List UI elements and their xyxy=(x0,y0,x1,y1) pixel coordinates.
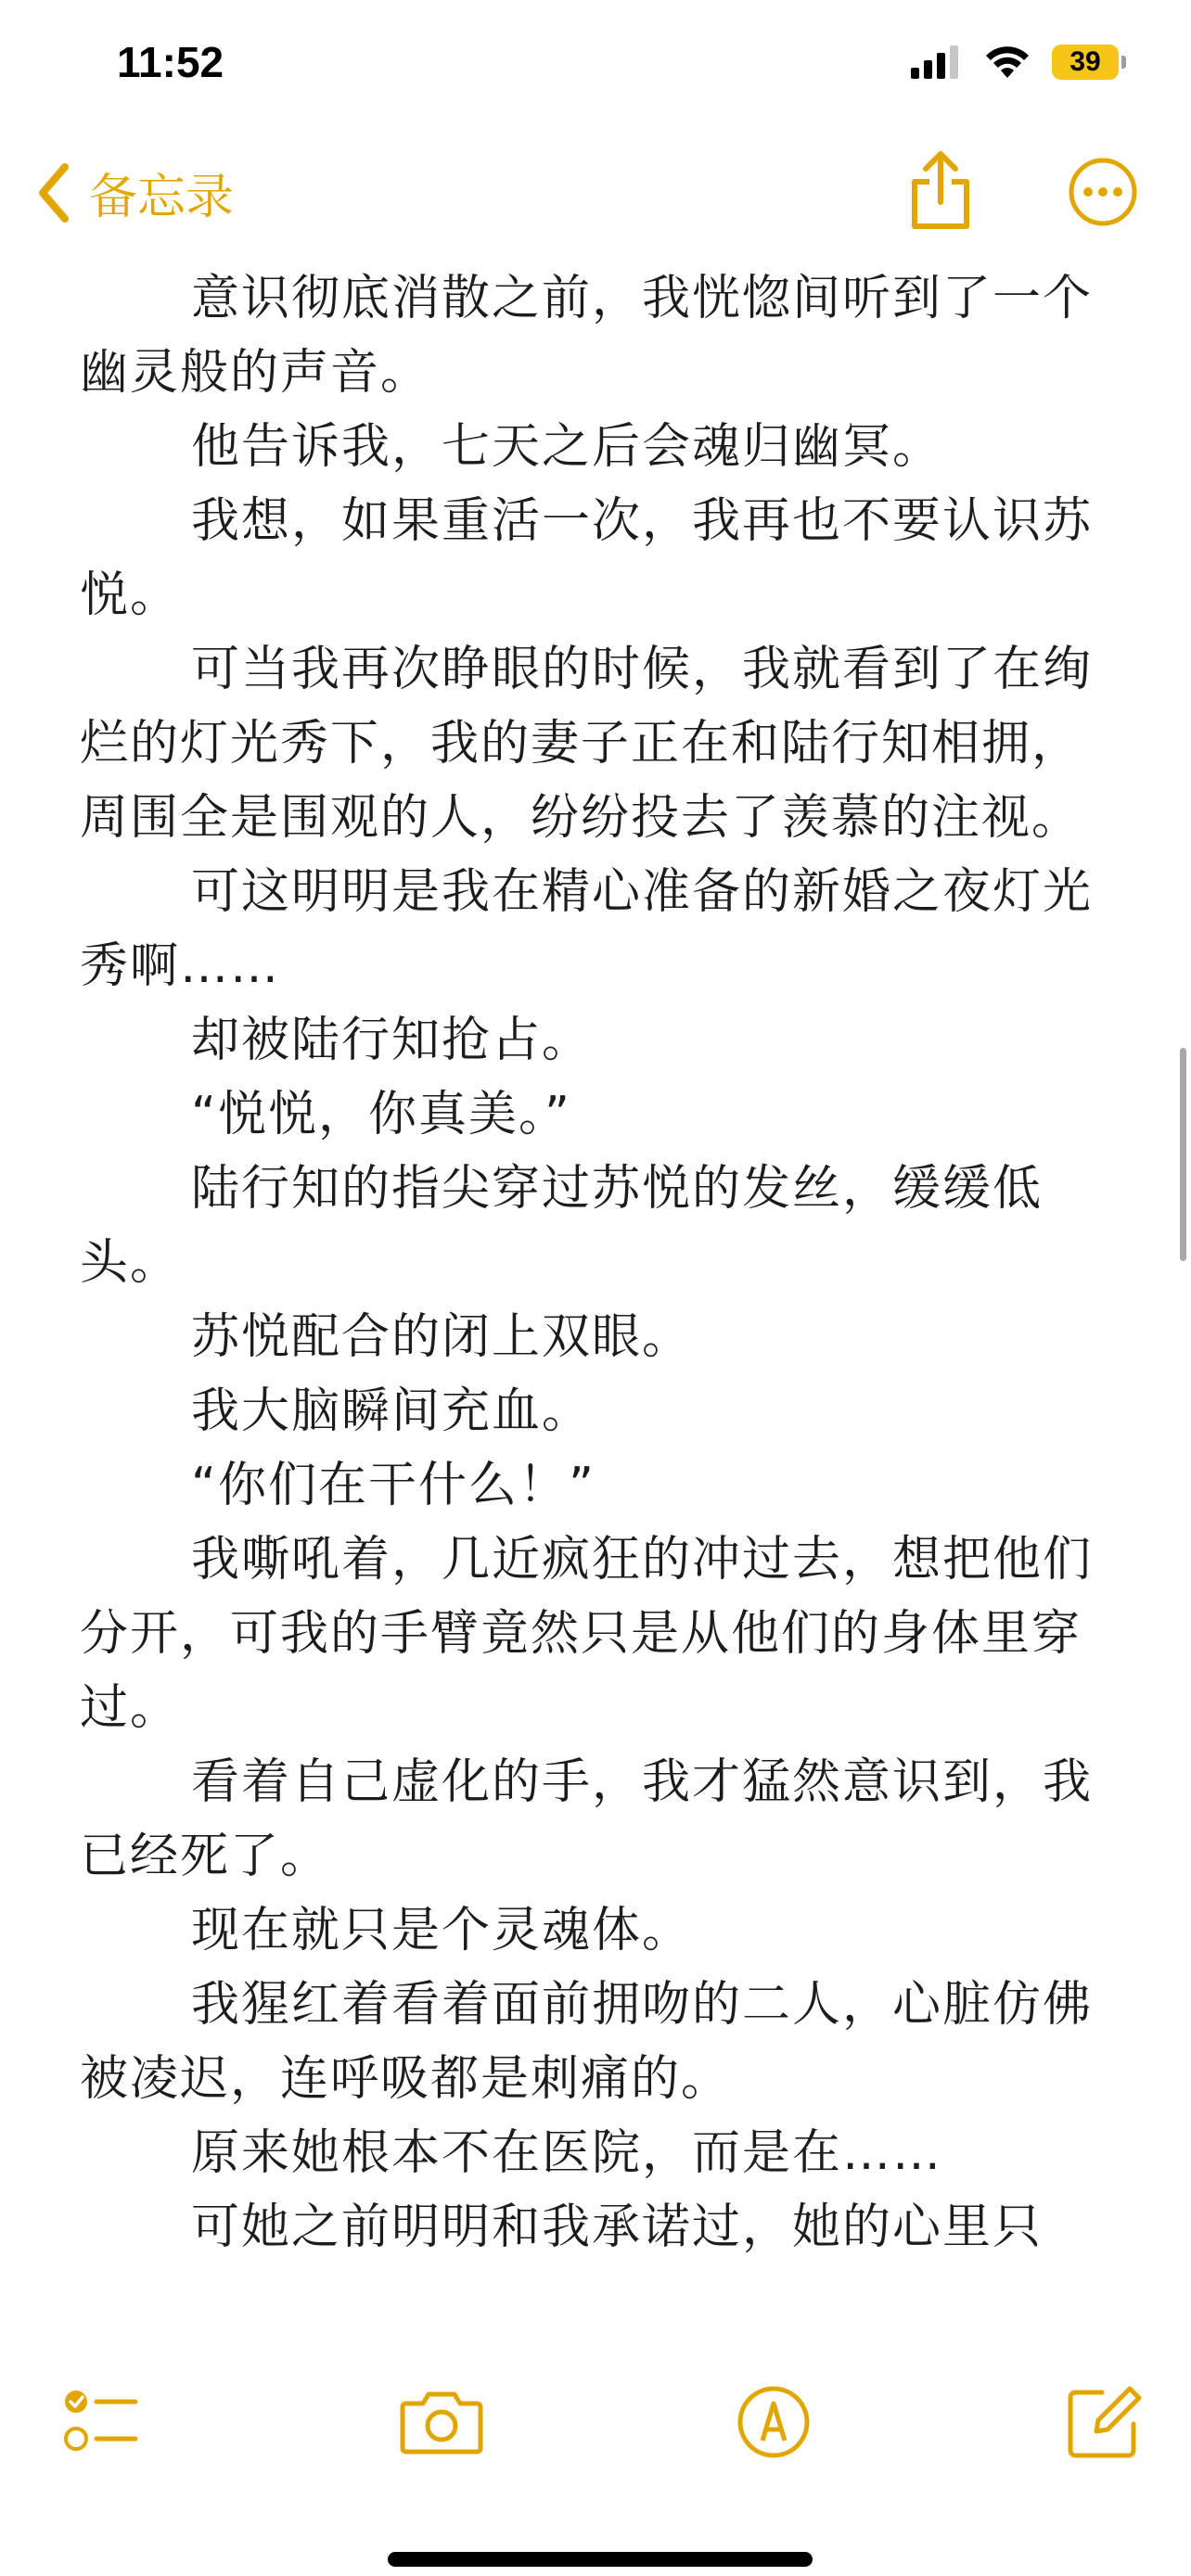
camera-icon xyxy=(399,2383,484,2461)
note-paragraph: 可当我再次睁眼的时候，我就看到了在绚烂的灯光秀下，我的妻子正在和陆行知相拥，周围全是围观的人，纷纷投去了羡慕的注视。 xyxy=(80,642,1094,846)
note-paragraph: 他告诉我，七天之后会魂归幽冥。 xyxy=(191,419,943,475)
note-paragraph: 可她之前明明和我承诺过，她的心里只 xyxy=(191,2200,1044,2255)
note-paragraph: 意识彻底消散之前，我恍惚间听到了一个幽灵般的声音。 xyxy=(80,271,1094,401)
share-button[interactable] xyxy=(903,148,978,232)
back-label: 备忘录 xyxy=(89,170,235,225)
battery-tip xyxy=(1121,56,1126,69)
checklist-button[interactable] xyxy=(61,2383,139,2465)
note-body[interactable] xyxy=(80,261,1111,2264)
nav-bar xyxy=(0,139,1191,241)
note-paragraph: “你们在干什么！” xyxy=(191,1458,596,1513)
more-button[interactable] xyxy=(1067,156,1139,228)
scroll-indicator[interactable] xyxy=(1180,1048,1186,1261)
share-icon xyxy=(903,148,978,232)
note-paragraph: 可这明明是我在精心准备的新婚之夜灯光秀啊…… xyxy=(80,864,1094,994)
note-paragraph: “悦悦，你真美。” xyxy=(191,1087,571,1142)
back-button[interactable] xyxy=(35,158,234,227)
camera-button[interactable] xyxy=(399,2383,484,2465)
cellular-signal-icon xyxy=(911,45,963,79)
markup-icon xyxy=(735,2383,813,2461)
bottom-toolbar xyxy=(0,2374,1191,2476)
note-paragraph: 却被陆行知抢占。 xyxy=(191,1013,593,1068)
compose-icon xyxy=(1065,2383,1143,2461)
chevron-left-icon xyxy=(35,161,72,224)
wifi-icon xyxy=(983,45,1031,80)
note-paragraph: 我猩红着看着面前拥吻的二人，心脏仿佛被凌迟，连呼吸都是刺痛的。 xyxy=(80,1977,1094,2107)
battery-icon xyxy=(1052,45,1126,80)
markup-button[interactable] xyxy=(735,2383,813,2465)
battery-level: 39 xyxy=(1052,45,1119,80)
note-paragraph: 看着自己虚化的手，我才猛然意识到，我已经死了。 xyxy=(80,1754,1094,1884)
note-paragraph: 我大脑瞬间充血。 xyxy=(191,1384,593,1439)
note-paragraph: 我想，如果重活一次，我再也不要认识苏悦。 xyxy=(80,493,1094,623)
note-paragraph: 陆行知的指尖穿过苏悦的发丝，缓缓低头。 xyxy=(80,1161,1044,1291)
note-paragraph: 原来她根本不在医院，而是在…… xyxy=(191,2125,943,2181)
note-paragraph: 现在就只是个灵魂体。 xyxy=(191,1903,693,1958)
note-paragraph: 我嘶吼着，几近疯狂的冲过去，想把他们分开，可我的手臂竟然只是从他们的身体里穿过。 xyxy=(80,1532,1094,1736)
compose-button[interactable] xyxy=(1065,2383,1143,2465)
more-icon xyxy=(1067,156,1139,228)
checklist-icon xyxy=(61,2383,139,2461)
status-time: 11:52 xyxy=(117,38,224,86)
home-indicator[interactable] xyxy=(388,2552,813,2567)
note-paragraph: 苏悦配合的闭上双眼。 xyxy=(191,1309,693,1365)
status-icons xyxy=(911,45,1126,80)
status-bar xyxy=(0,0,1191,130)
